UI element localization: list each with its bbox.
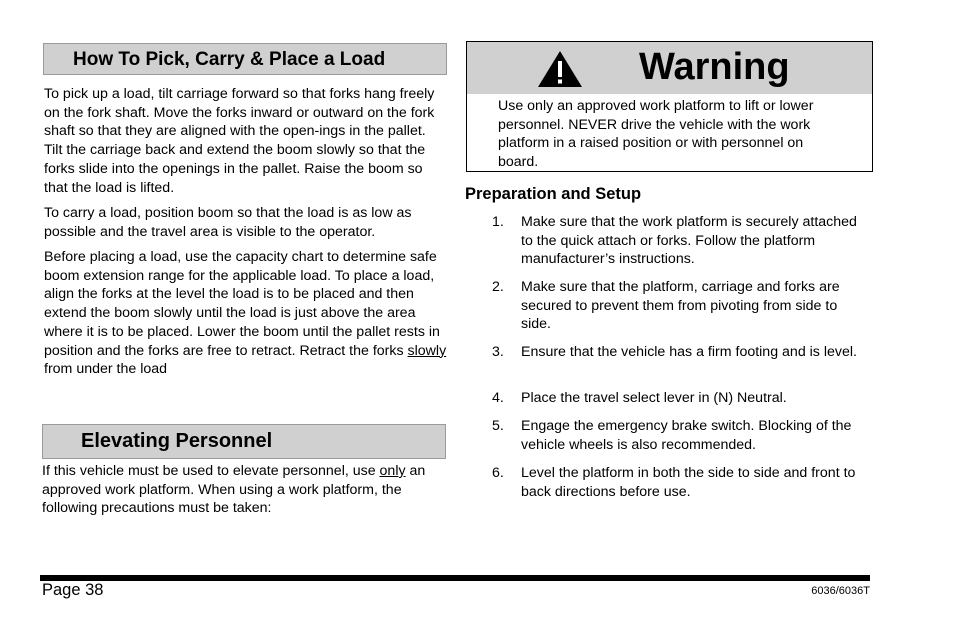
list-item-number: 3.: [492, 344, 504, 360]
warning-box: [466, 41, 873, 172]
section-title-text: Elevating Personnel: [81, 430, 273, 452]
list-item-number: 4.: [492, 390, 504, 406]
list-item-text: Place the travel select lever in (N) Neutral.: [521, 390, 787, 406]
paragraph-elevating-end: an approved work platform. When using a work platform, the following precautions must be taken:: [42, 463, 426, 517]
footer-rule: [40, 575, 870, 581]
list-item-number: 5.: [492, 418, 504, 434]
list-item-text: Make sure that the work platform is securely attached to the quick attach or forks. Follow the platform manufacturer’s instructions.: [521, 214, 857, 268]
model-number: 6036/6036T: [811, 585, 870, 597]
section-title-elevating-personnel: [42, 424, 446, 459]
paragraph-carry: To carry a load, position boom so that the load is as low as possible and the travel area is visible to the operator.: [44, 205, 412, 240]
section-title-pick-carry-place: [43, 43, 447, 75]
paragraph-place-end: from under the load: [44, 361, 168, 378]
list-item-number: 1.: [492, 214, 504, 230]
page-number: Page 38: [42, 581, 104, 599]
list-item-text: Ensure that the vehicle has a firm footing and is level.: [521, 344, 857, 360]
paragraph-elevating-start: If this vehicle must be used to elevate personnel, use: [42, 463, 380, 479]
paragraph-place-start: Before placing a load, use the capacity chart to determine safe boom extension range for the applicable load. To place a load, align the forks at the level the load is to be placed and then extend the boom slowly until the load is just above the area where it is to be placed. Lower the boom until the pallet rests in position and the forks are free to retract. Retract the forks: [44, 249, 440, 359]
warning-text: Use only an approved work platform to lift or lower personnel. NEVER drive the vehicle with the work platform in a raised position or with personnel on board.: [498, 98, 814, 171]
paragraph-pick-up: To pick up a load, tilt carriage forward so that forks hang freely on the fork shaft. Move the forks inward or outward on the fork shaft so that they are aligned with the open-ings in the pallet. Tilt the carriage back and extend the boom slowly so that the forks slide into the openings in the pallet. Raise the boom so that the load is lifted.: [44, 86, 435, 196]
list-item-text: Level the platform in both the side to side and front to back directions before use.: [521, 465, 856, 500]
warning-title: Warning: [639, 46, 790, 88]
underlined-only: only: [379, 463, 406, 479]
warning-header: [467, 42, 872, 94]
list-item-number: 2.: [492, 279, 504, 295]
exclamation-triangle-icon: [537, 50, 583, 88]
section-title-text: How To Pick, Carry & Place a Load: [73, 49, 386, 70]
list-item-text: Make sure that the platform, carriage and forks are secured to prevent them from pivoting from side to side.: [521, 279, 840, 333]
paragraph-place: [44, 248, 447, 379]
list-item-number: 6.: [492, 465, 504, 481]
underlined-slowly: slowly: [407, 342, 447, 359]
paragraph-elevating: [42, 462, 444, 518]
list-item-text: Engage the emergency brake switch. Blocking of the vehicle wheels is also recommended.: [521, 418, 852, 453]
preparation-heading: Preparation and Setup: [465, 185, 642, 203]
